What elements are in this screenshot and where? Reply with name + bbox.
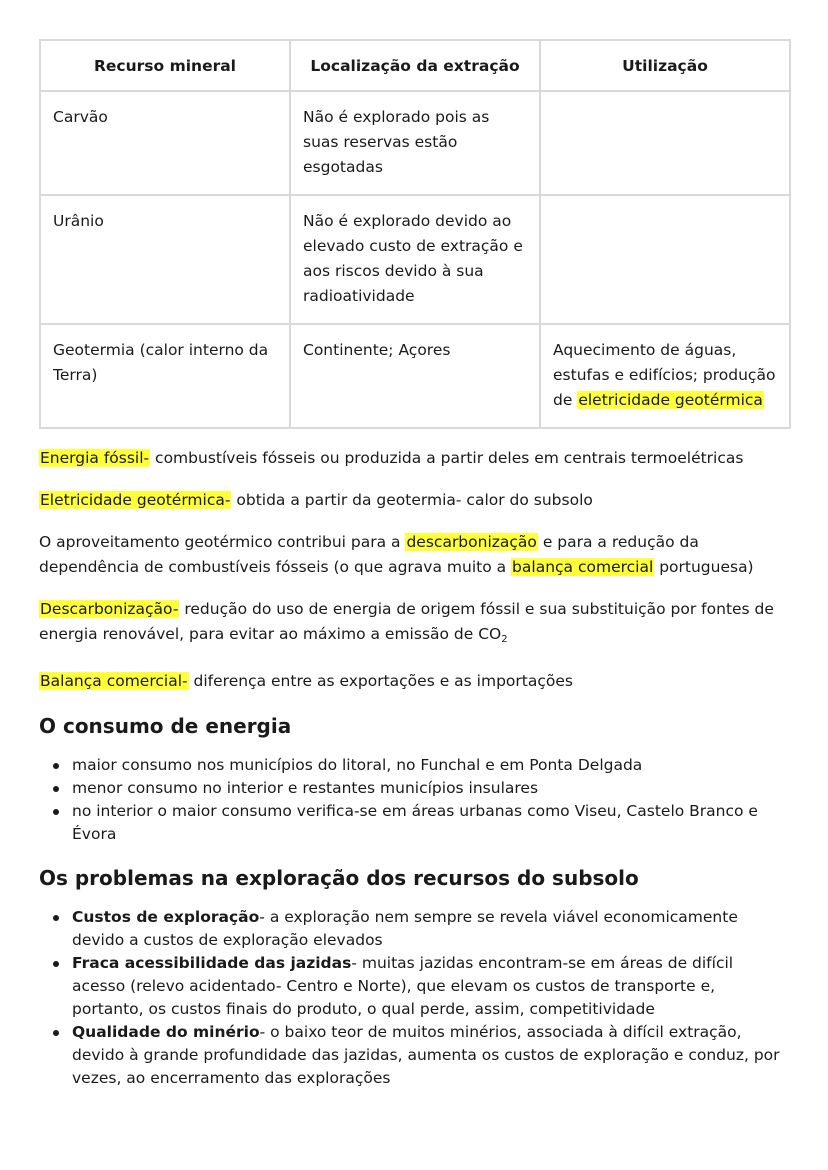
cell-location: Continente; Açores [290, 324, 540, 428]
list-item-term: Qualidade do minério [72, 1023, 260, 1041]
list-item-text: - a exploração nem sempre se revela viável economicamente devido a custos de exploração elevados [72, 908, 738, 949]
table-row [40, 195, 790, 324]
definition-descarbonizacao [39, 597, 789, 652]
table-header-row [40, 40, 790, 91]
table-row [40, 91, 790, 195]
cell-use [540, 195, 790, 324]
consumo-list [39, 754, 789, 846]
paragraph-text: O aproveitamento geotérmico contribui para a [39, 533, 406, 551]
list-item [39, 952, 789, 1021]
paragraph-aproveitamento [39, 530, 789, 580]
paragraph-text: dependência de combustíveis fósseis (o que agrava muito a [39, 558, 512, 576]
header-use: Utilização [540, 40, 790, 91]
mineral-resources-table [39, 39, 791, 429]
definition-text: energia renovável, para evitar ao máximo a emissão de CO [39, 625, 502, 643]
cell-location: Não é explorado pois as suas reservas estão esgotadas [290, 91, 540, 195]
list-item: maior consumo nos municípios do litoral, no Funchal e em Ponta Delgada [39, 754, 789, 777]
cell-use-text: Aquecimento de águas, estufas e edifícios; produção de [553, 341, 776, 409]
cell-resource: Carvão [40, 91, 290, 195]
list-item-text: - muitas jazidas encontram-se em áreas de difícil acesso (relevo acidentado- Centro e Norte), que elevam os custos de transporte e, portanto, os custos finais do produto, o qual perde, assim, competitividade [72, 954, 734, 1018]
definition-eletricidade-geotermica [39, 488, 789, 513]
paragraph-text: e para a redução da [537, 533, 699, 551]
definition-text: redução do uso de energia de origem fóssil e sua substituição por fontes de [179, 600, 774, 618]
heading-problemas: Os problemas na exploração dos recursos do subsolo [39, 866, 639, 890]
header-location: Localização da extração [290, 40, 540, 91]
list-item [39, 906, 789, 952]
list-item: menor consumo no interior e restantes municípios insulares [39, 777, 789, 800]
header-resource: Recurso mineral [40, 40, 290, 91]
cell-use [540, 91, 790, 195]
highlight-term: Energia fóssil- [40, 449, 150, 467]
definition-balanca-comercial [39, 669, 789, 694]
definition-energia-fossil [39, 446, 789, 471]
list-item-text: - o baixo teor de muitos minérios, associada à difícil extração, devido à grande profundidade das jazidas, aumenta os custos de exploração e conduz, por vezes, ao encerramento das explorações [72, 1023, 780, 1087]
list-item: no interior o maior consumo verifica-se em áreas urbanas como Viseu, Castelo Branco e Évora [39, 800, 789, 846]
highlight-term: Eletricidade geotérmica- [40, 491, 231, 509]
problemas-list [39, 906, 789, 1090]
cell-use [540, 324, 790, 428]
definition-text: obtida a partir da geotermia- calor do subsolo [231, 491, 593, 509]
cell-resource: Geotermia (calor interno da Terra) [40, 324, 290, 428]
highlight-balanca-comercial: balança comercial [512, 558, 654, 576]
paragraph-text: portuguesa) [654, 558, 754, 576]
table-row [40, 324, 790, 428]
list-item [39, 1021, 789, 1090]
cell-location: Não é explorado devido ao elevado custo de extração e aos riscos devido à sua radioatividade [290, 195, 540, 324]
list-item-term: Fraca acessibilidade das jazidas [72, 954, 352, 972]
highlight-term: Balança comercial- [40, 672, 188, 690]
highlight-term: Descarbonização- [40, 600, 179, 618]
definition-text: diferença entre as exportações e as importações [188, 672, 573, 690]
highlight-descarbonizacao: descarbonização [406, 533, 537, 551]
subscript-2: 2 [501, 634, 508, 645]
cell-resource: Urânio [40, 195, 290, 324]
highlight-eletricidade-geotermica: eletricidade geotérmica [578, 391, 763, 409]
list-item-term: Custos de exploração [72, 908, 260, 926]
definition-text: combustíveis fósseis ou produzida a partir deles em centrais termoelétricas [150, 449, 744, 467]
document-page [39, 39, 789, 1090]
heading-consumo: O consumo de energia [39, 714, 292, 738]
